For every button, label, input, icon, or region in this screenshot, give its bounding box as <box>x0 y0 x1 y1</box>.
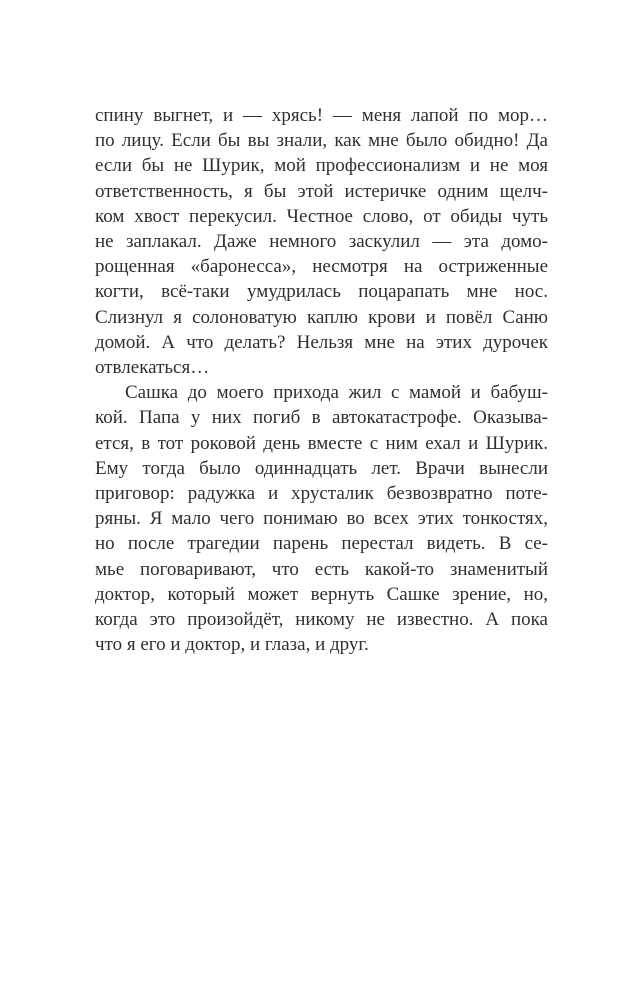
text-line: доктор, который может вернуть Сашке зрение, но, <box>95 583 548 605</box>
text-line: когда это произойдёт, никому не известно. А пока <box>95 609 548 631</box>
text-line: ком хвост перекусил. Честное слово, от обиды чуть <box>95 205 548 227</box>
text-line: когти, всё-таки умудрилась поцарапать мне нос. <box>95 281 548 303</box>
text-line: кой. Папа у них погиб в автокатастрофе. Оказыва- <box>95 407 548 429</box>
body-text-block <box>95 103 548 657</box>
text-line: Ему тогда было одиннадцать лет. Врачи вынесли <box>95 457 548 479</box>
text-line: Сашка до моего прихода жил с мамой и бабуш- <box>125 382 548 404</box>
text-line: отвлекаться… <box>95 357 210 379</box>
text-line: что я его и доктор, и глаза, и друг. <box>95 634 369 656</box>
text-line: Слизнул я солоноватую каплю крови и повёл Саню <box>95 306 548 328</box>
text-line: рощенная «баронесса», несмотря на остриженные <box>95 256 548 278</box>
text-line: если бы не Шурик, мой профессионализм и не моя <box>95 155 548 177</box>
text-line: мье поговаривают, что есть какой-то знаменитый <box>95 558 548 580</box>
paragraph <box>95 380 548 657</box>
text-line: ется, в тот роковой день вместе с ним ехал и Шурик. <box>95 432 548 454</box>
text-line: не заплакал. Даже немного заскулил — эта домо- <box>95 231 548 253</box>
text-line: приговор: радужка и хрусталик безвозвратно поте- <box>95 483 548 505</box>
text-line: ряны. Я мало чего понимаю во всех этих тонкостях, <box>95 508 548 530</box>
paragraph <box>95 103 548 380</box>
text-line: ответственность, я бы этой истеричке одним щелч- <box>95 180 548 202</box>
text-line: домой. А что делать? Нельзя мне на этих дурочек <box>95 331 548 353</box>
text-line: спину выгнет, и — хрясь! — меня лапой по мор… <box>95 105 548 126</box>
text-line: но после трагедии парень перестал видеть. В се- <box>95 533 548 555</box>
text-line: по лицу. Если бы вы знали, как мне было обидно! Да <box>95 130 548 152</box>
